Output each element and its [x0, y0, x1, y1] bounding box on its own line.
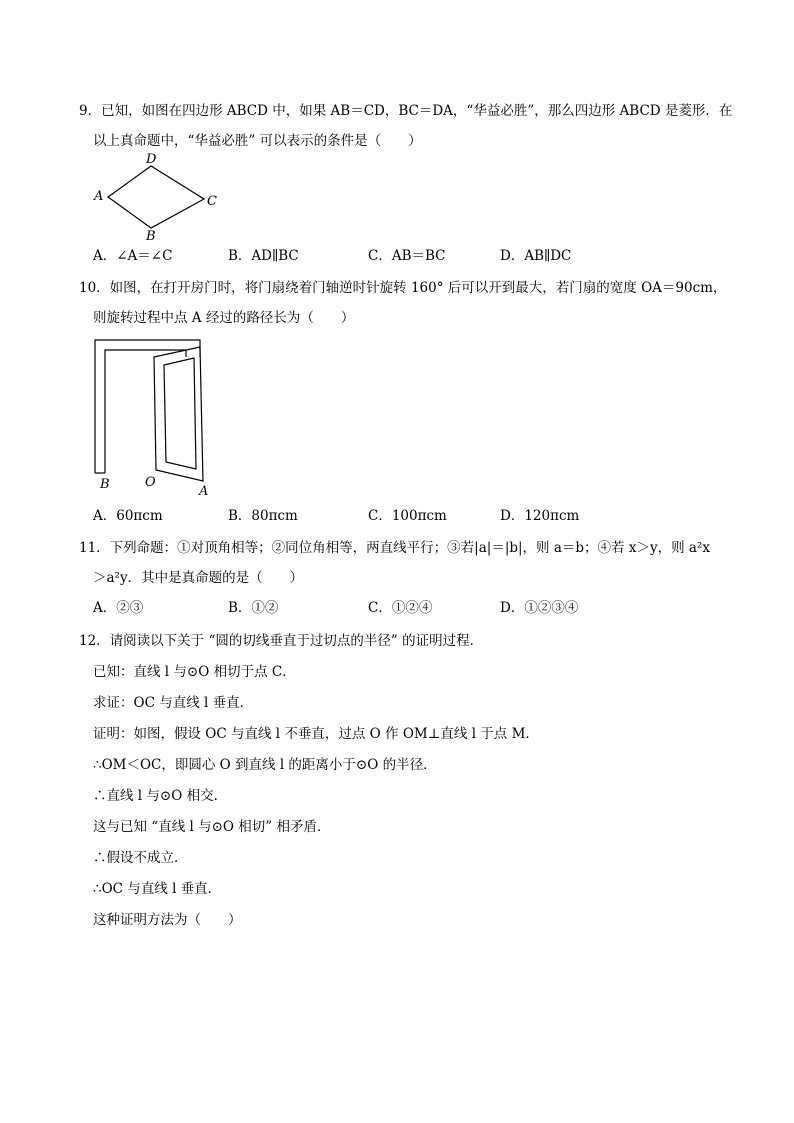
q10-option-c: C．100πcm [368, 508, 447, 524]
q11-stem-line2: ＞a²y．其中是真命题的是（ ） [93, 570, 304, 586]
q9-stem-line1: 9．已知，如图在四边形 ABCD 中，如果 AB＝CD，BC＝DA，“华益必胜”，那么四边形 ABCD 是菱形．在 [79, 103, 733, 119]
label-A: A [94, 189, 104, 204]
q12-proof-line-6: 这与已知 “直线 l 与⊙O 相切” 相矛盾． [93, 819, 331, 835]
q9-option-a: A．∠A＝∠C [93, 248, 173, 264]
rhombus-shape [108, 166, 204, 228]
label-C: C [207, 194, 217, 209]
label-O: O [145, 475, 156, 490]
q9-option-c: C．AB＝BC [368, 248, 446, 264]
q12-proof-line-7: ∴假设不成立． [93, 850, 188, 866]
q12-proof-line-3: 证明：如图，假设 OC 与直线 l 不垂直，过点 O 作 OM⊥直线 l 于点 M． [93, 726, 539, 742]
door-leaf-inner [164, 358, 196, 469]
q9-stem-line2: 以上真命题中，“华益必胜” 可以表示的条件是（ ） [93, 133, 422, 149]
q10-option-d: D．120πcm [500, 508, 580, 524]
label-B: B [100, 477, 110, 492]
q9-rhombus-figure [88, 152, 228, 244]
q11-stem-line1: 11．下列命题：①对顶角相等；②同位角相等，两直线平行；③若|a|＝|b|，则 a＝b；④若 x＞y，则 a²x [79, 540, 710, 556]
q11-option-d: D．①②③④ [500, 600, 579, 616]
label-B: B [146, 229, 156, 244]
label-D: D [146, 152, 157, 167]
q12-proof-line-5: ∴直线 l 与⊙O 相交． [93, 788, 228, 804]
q10-stem-line1: 10．如图，在打开房门时，将门扇绕着门轴逆时针旋转 160° 后可以开到最大，若门扇的宽度 OA＝90cm， [79, 280, 727, 296]
q12-proof-line-9: 这种证明方法为（ ） [93, 912, 242, 928]
q11-option-c: C．①②④ [368, 600, 433, 616]
label-A: A [199, 484, 209, 499]
door-frame-inner [105, 350, 186, 473]
q11-option-b: B．①② [228, 600, 279, 616]
q10-option-a: A．60πcm [93, 508, 163, 524]
q12-proof-line-2: 求证：OC 与直线 l 垂直． [93, 695, 254, 711]
q12-stem-line1: 12．请阅读以下关于 “圆的切线垂直于过切点的半径” 的证明过程． [79, 633, 484, 649]
q10-door-figure [88, 333, 218, 501]
q11-option-a: A．②③ [93, 600, 144, 616]
q12-proof-line-1: 已知：直线 l 与⊙O 相切于点 C． [93, 664, 296, 680]
q12-proof-line-8: ∴OC 与直线 l 垂直． [93, 881, 222, 897]
q9-option-d: D．AB∥DC [500, 248, 572, 264]
q9-option-b: B．AD∥BC [228, 248, 299, 264]
q10-option-b: B．80πcm [228, 508, 298, 524]
q10-stem-line2: 则旋转过程中点 A 经过的路径长为（ ） [93, 310, 355, 326]
q12-proof-line-4: ∴OM＜OC，即圆心 O 到直线 l 的距离小于⊙O 的半径． [93, 757, 437, 773]
